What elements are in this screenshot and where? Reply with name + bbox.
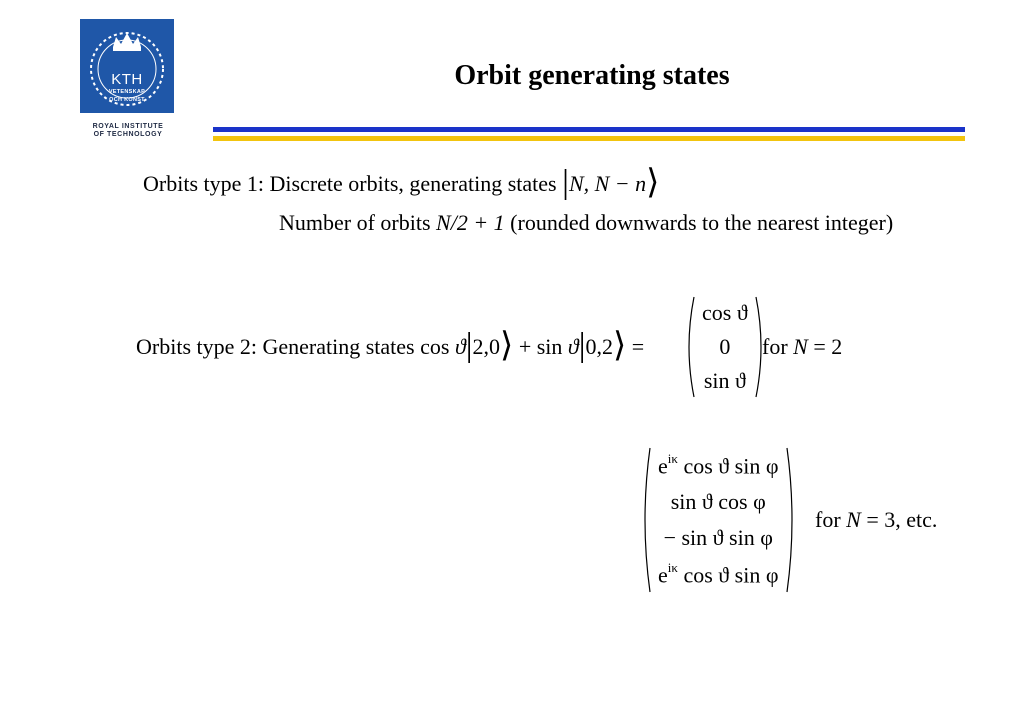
slide-title: Orbit generating states: [454, 60, 730, 91]
type3-condition-prefix: for: [815, 507, 847, 532]
ket1-left-bar: |: [465, 327, 473, 364]
type2-condition: [762, 336, 842, 358]
left-paren-icon: [682, 296, 696, 398]
ket2-left-bar: |: [578, 327, 586, 364]
type3-condition: [815, 509, 937, 531]
type1-count: [279, 212, 893, 234]
type2-vector-row-2: 0: [719, 334, 731, 359]
type2-label: Orbits type 2: Generating states: [136, 334, 421, 359]
type3-vector-row-2: sin ϑ cos φ: [670, 489, 766, 515]
left-paren-icon: [638, 447, 652, 593]
type1-count-expr: N/2 + 1: [436, 210, 505, 235]
type3-condition-var: N: [846, 507, 861, 532]
type2-equals: =: [626, 334, 645, 359]
type3-condition-rest: = 3, etc.: [860, 507, 938, 532]
ket-left-bar: |: [562, 164, 569, 201]
type2-condition-rest: = 2: [807, 334, 843, 359]
institute-line1: ROYAL INSTITUTE: [92, 123, 164, 130]
type3-vector: [638, 447, 799, 593]
type2-condition-prefix: for: [762, 334, 794, 359]
type3-vector-row-3: − sin ϑ sin φ: [663, 524, 773, 550]
type1-equation: [143, 164, 660, 201]
logo-kth-text: KTH: [111, 71, 143, 88]
type1-count-suffix: (rounded downwards to the nearest integer): [504, 210, 894, 235]
type2-vector: [682, 296, 768, 398]
kth-logo: [80, 19, 174, 113]
right-paren-icon: [785, 447, 799, 593]
ket1-right-angle: ⟩: [500, 327, 514, 364]
type2-ket1: 2,0: [472, 334, 501, 359]
type2-theta-1: ϑ: [454, 334, 466, 359]
type2-condition-var: N: [793, 334, 808, 359]
type2-ket2: 0,2: [585, 334, 614, 359]
logo-line2: OCH KONST: [109, 97, 145, 103]
type1-state: N, N − n: [568, 171, 647, 196]
type3-vector-row-1: $e^{i\kappa}$ cos ϑ sin φ: [658, 450, 779, 479]
type1-label: Orbits type 1: Discrete orbits, generating states: [143, 171, 557, 196]
ket-right-angle: ⟩: [646, 164, 660, 201]
divider-blue: [213, 127, 965, 132]
institute-line2: OF TECHNOLOGY: [93, 131, 163, 138]
type2-plus-sin: + sin: [513, 334, 568, 359]
type3-vector-row-4: $e^{i\kappa}$ cos ϑ sin φ: [658, 559, 779, 588]
type2-cos: cos: [420, 334, 455, 359]
type2-theta-2: ϑ: [567, 334, 579, 359]
type2-equation: [136, 327, 645, 364]
type1-count-prefix: Number of orbits: [279, 210, 437, 235]
type2-vector-row-1: cos ϑ: [702, 300, 748, 325]
divider-yellow: [213, 136, 965, 141]
logo-line1: VETENSKAP: [108, 89, 146, 95]
ket2-right-angle: ⟩: [613, 327, 627, 364]
type2-vector-row-3: sin ϑ: [703, 368, 746, 393]
